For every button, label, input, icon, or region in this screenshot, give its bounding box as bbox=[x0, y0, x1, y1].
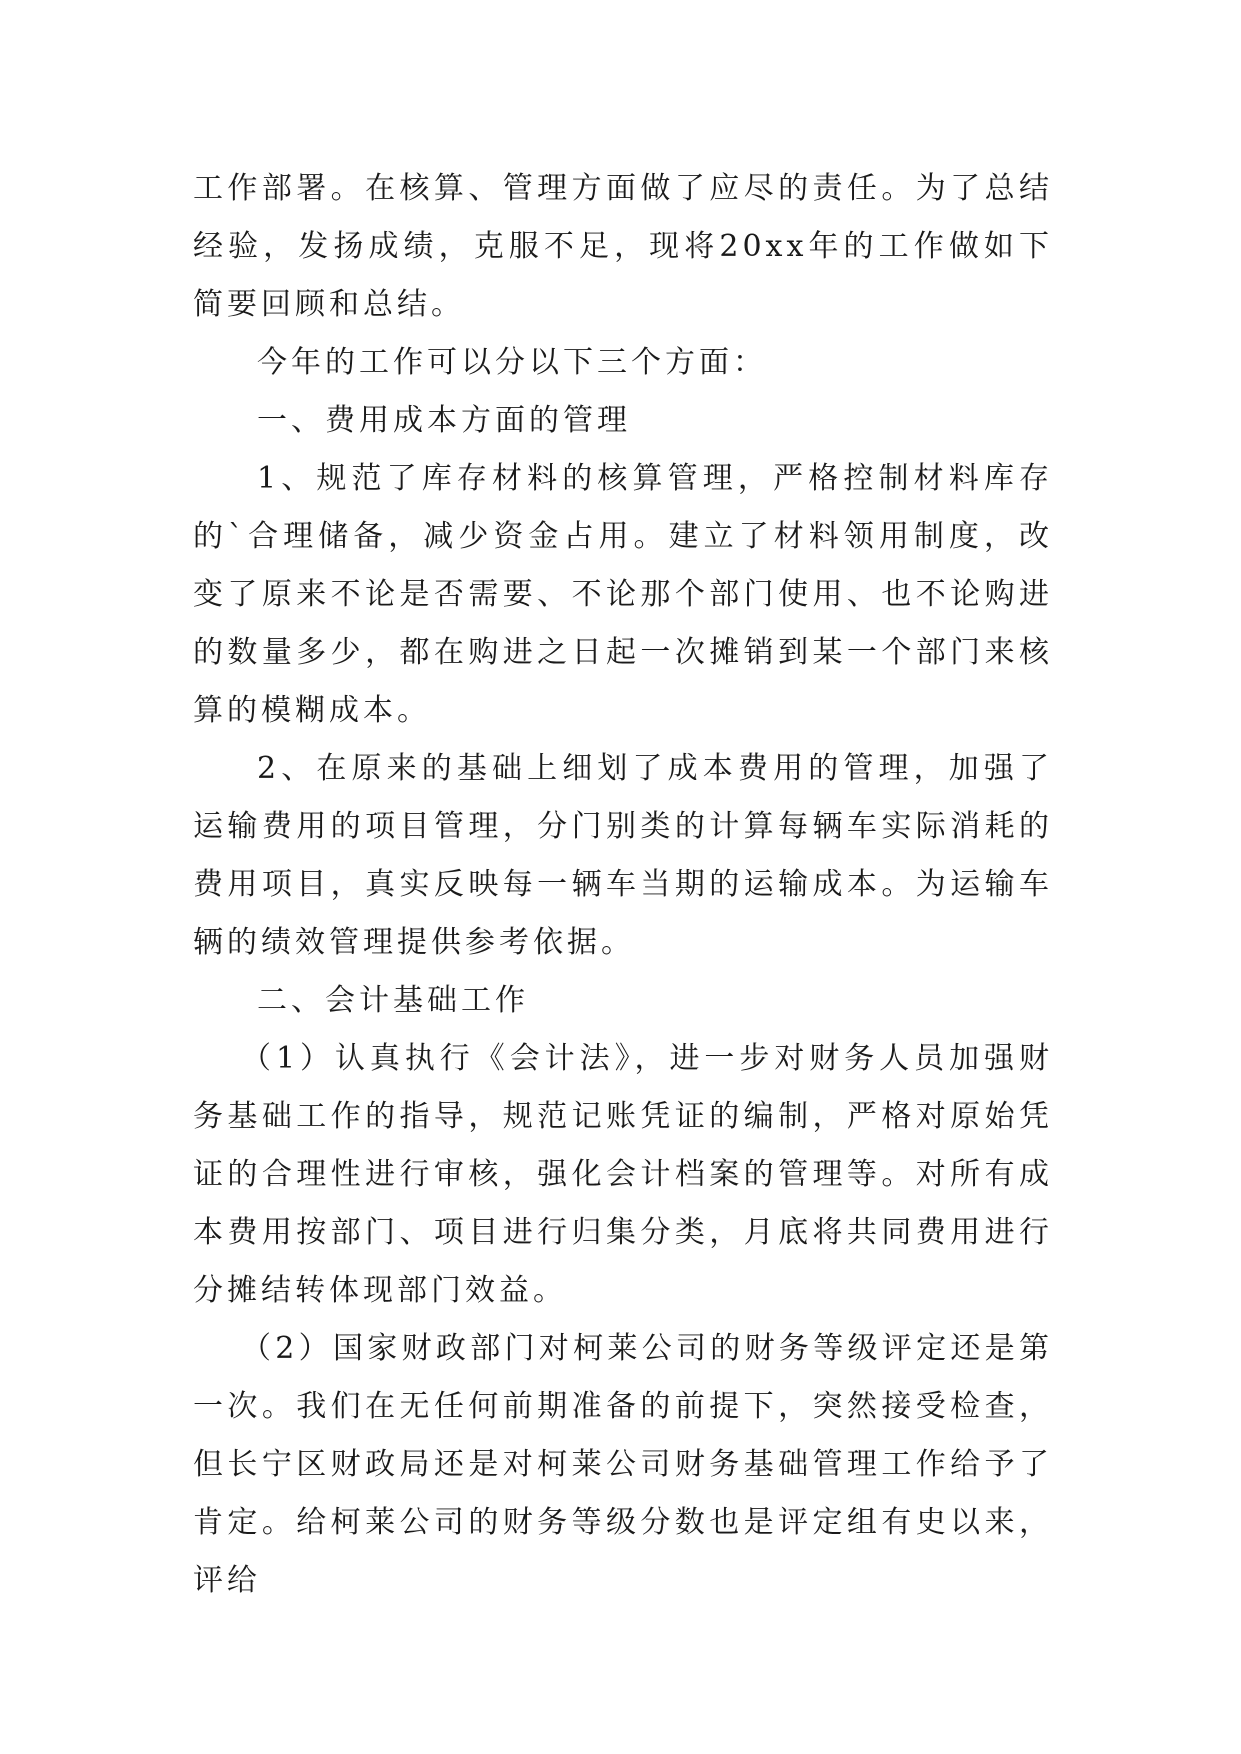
paragraph-item-1: 1、规范了库存材料的核算管理，严格控制材料库存的`合理储备，减少资金占用。建立了材料领用制度，改变了原来不论是否需要、不论那个部门使用、也不论购进的数量多少，都在购进之日起一次摊销到某一个部门来核算的模糊成本。 bbox=[193, 461, 1053, 728]
paragraph-intro-continued: 工作部署。在核算、管理方面做了应尽的责任。为了总结经验，发扬成绩，克服不足，现将20xx年的工作做如下简要回顾和总结。 bbox=[193, 171, 1053, 322]
section-heading-cost-management: 一、费用成本方面的管理 bbox=[257, 403, 631, 438]
paragraph-subitem-2: （2）国家财政部门对柯莱公司的财务等级评定还是第一次。我们在无任何前期准备的前提下，突然接受检查，但长宁区财政局还是对柯莱公司财务基础管理工作给予了肯定。给柯莱公司的财务等级分数也是评定组有史以来，评给 bbox=[193, 1331, 1053, 1598]
section-heading-accounting-basics: 二、会计基础工作 bbox=[257, 983, 529, 1018]
document-page bbox=[193, 160, 1053, 1610]
paragraph-item-2: 2、在原来的基础上细划了成本费用的管理，加强了运输费用的项目管理，分门别类的计算每辆车实际消耗的费用项目，真实反映每一辆车当期的运输成本。为运输车辆的绩效管理提供参考依据。 bbox=[193, 751, 1053, 960]
paragraph-overview: 今年的工作可以分以下三个方面： bbox=[257, 345, 767, 380]
paragraph-subitem-1: （1）认真执行《会计法》，进一步对财务人员加强财务基础工作的指导，规范记账凭证的编制，严格对原始凭证的合理性进行审核，强化会计档案的管理等。对所有成本费用按部门、项目进行归集分类，月底将共同费用进行分摊结转体现部门效益。 bbox=[193, 1041, 1053, 1308]
